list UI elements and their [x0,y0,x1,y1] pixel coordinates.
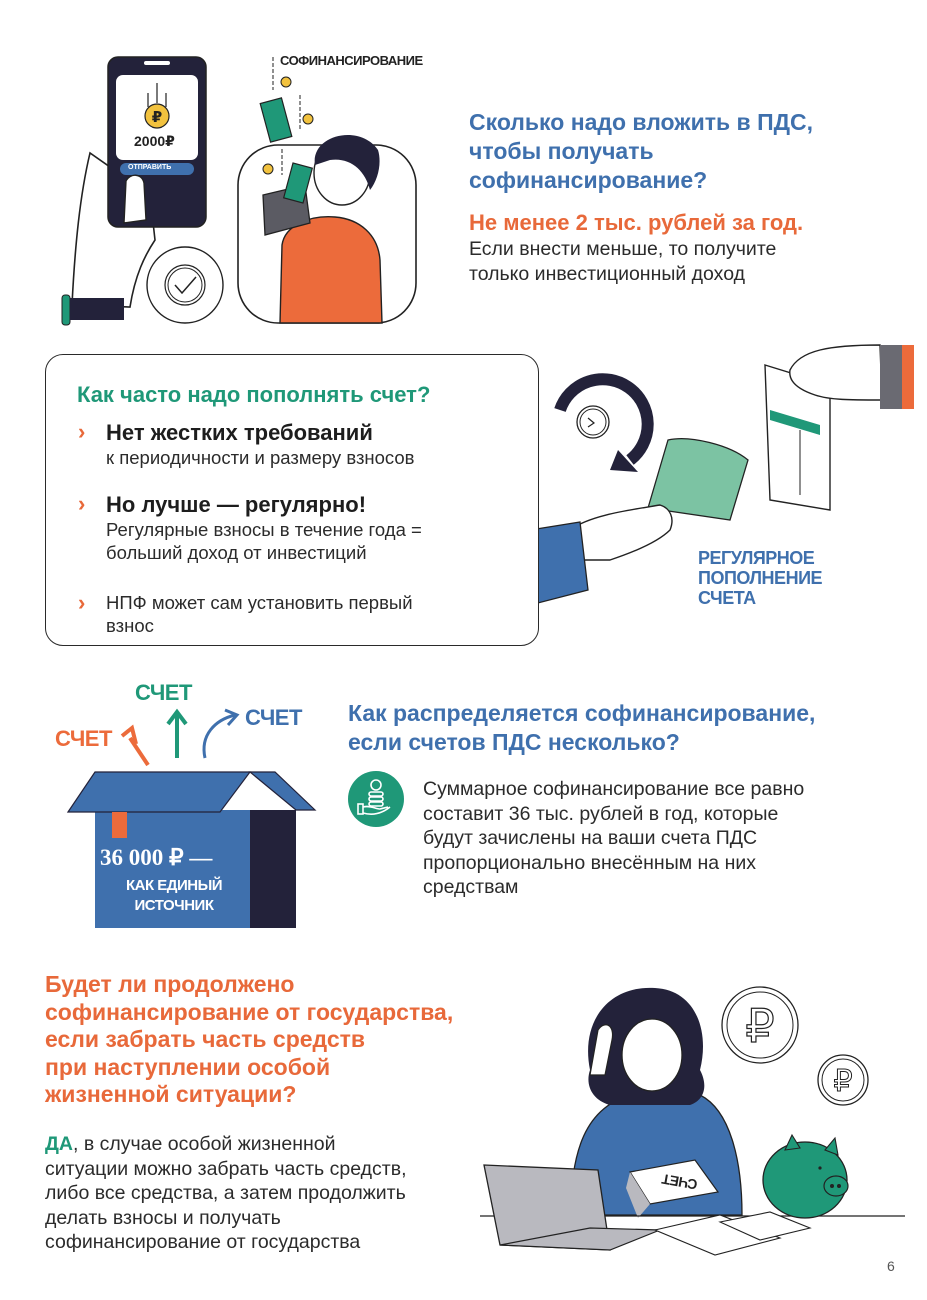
answer-line: пропорционально внесённым на них [423,851,756,874]
question-line: чтобы получать [469,138,654,164]
answer-line: ситуации можно забрать часть средств, [45,1157,407,1180]
chevron-right-icon: › [78,590,86,615]
question-line: жизненной ситуации? [45,1081,297,1107]
bullet-item [78,420,415,469]
question-how-much [469,108,909,286]
illustration-label-cofinancing: СОФИНАНСИРОВАНИЕ [280,53,423,68]
bullet-title: Но лучше — регулярно! [106,492,367,517]
chevron-right-icon: › [78,491,86,516]
answer-line: либо все средства, а затем продолжить [45,1182,406,1204]
woman-desk-illustration [480,960,920,1260]
question-line: если забрать часть средств [45,1026,366,1052]
illustration-label-regular-topup [698,548,822,608]
account-label-left: СЧЕТ [55,726,112,751]
answer-line: Если внести меньше, то получите [469,238,777,260]
bullet-text: к периодичности и размеру взносов [106,447,415,468]
label-line: РЕГУЛЯРНОЕ [698,548,815,568]
answer-line: Суммарное софинансирование все равно [423,778,805,800]
phone-amount: 2000₽ [134,133,175,149]
coins-hand-icon [348,771,404,827]
question-special-situation [45,971,515,1109]
answer-line: софинансирование от государства [45,1231,361,1253]
page-number: 6 [887,1258,895,1274]
svg-text:₽: ₽ [151,109,163,126]
label-line: СЧЕТА [698,588,756,608]
answer-multiple-accounts [423,777,893,900]
box-amount: 36 000 ₽ — [100,845,213,870]
single-source-box-illustration [40,670,340,940]
bullet-item [78,591,413,637]
question-line: софинансирование от государства, [45,998,454,1025]
answer-line: составит 36 тыс. рублей в год, которые [423,802,779,825]
paper-label: СЧЕТ [660,1171,699,1193]
question-multiple-accounts [348,699,908,757]
chevron-right-icon: › [78,419,86,444]
answer-first-rest: , в случае особой жизненной [72,1133,336,1155]
answer-line [45,1132,485,1157]
caption-line: ИСТОЧНИК [134,897,214,914]
cofinancing-illustration [60,45,460,340]
phone-send-button: ОТПРАВИТЬ [128,164,172,171]
question-line: если счетов ПДС несколько? [348,729,680,755]
question-line: Будет ли продолжено [45,971,295,997]
account-label-center: СЧЕТ [135,680,192,705]
bullet-title: Нет жестких требований [106,420,373,445]
question-line: софинансирование? [469,167,708,193]
box-caption [100,876,248,916]
question-line: Как распределяется софинансирование, [348,700,816,726]
topup-frequency-card [45,354,539,646]
caption-line: КАК ЕДИНЫЙ [125,877,223,894]
answer-line: делать взносы и получать [45,1206,281,1229]
answer-line: только инвестиционный доход [469,262,745,285]
label-line: ПОПОЛНЕНИЕ [698,568,823,588]
card-title: Как часто надо пополнять счет? [77,382,431,407]
svg-text:₽: ₽ [833,1065,853,1098]
regular-topup-illustration [530,340,920,620]
account-label-right: СЧЕТ [245,705,302,730]
answer-highlight: Не менее 2 тыс. рублей за год. [469,210,804,235]
answer-special-situation [45,1132,485,1255]
answer-yes: ДА [45,1133,73,1155]
question-line: Сколько надо вложить в ПДС, [469,109,813,135]
answer-line: средствам [423,876,519,898]
bullet-text: Регулярные взносы в течение года = [106,519,422,540]
answer-line: будут зачислены на ваши счета ПДС [423,827,758,849]
question-line: при наступлении особой [45,1053,331,1080]
bullet-text: больший доход от инвестиций [106,542,367,563]
svg-text:₽: ₽ [745,1000,775,1052]
bullet-text: НПФ может сам установить первый [106,592,413,613]
bullet-text: взнос [106,615,154,636]
bullet-item [78,492,422,564]
